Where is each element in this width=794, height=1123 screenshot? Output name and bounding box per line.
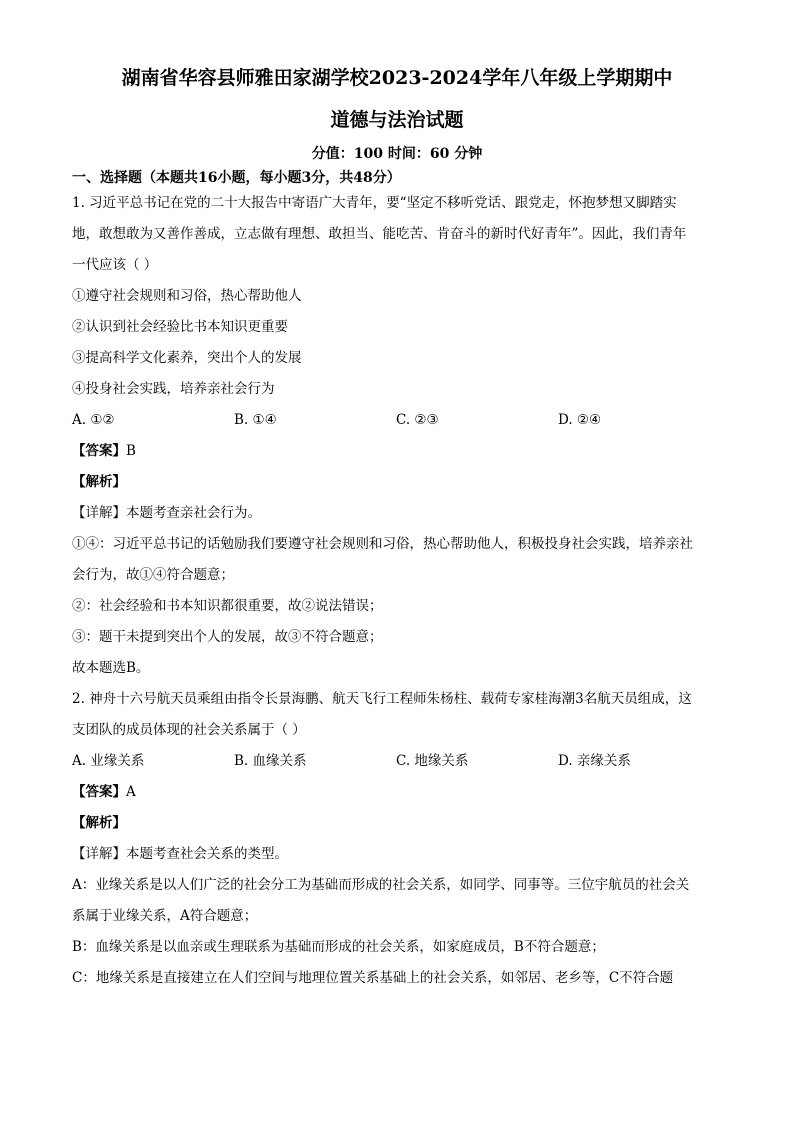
q1-options xyxy=(72,405,722,436)
question-1 xyxy=(72,188,722,684)
q2-answer-tag: 【答案】 xyxy=(72,784,126,800)
q1-answer xyxy=(72,436,722,467)
exam-title-line1: 湖南省华容县师雅田家湖学校2023-2024学年八年级上学期期中 xyxy=(121,67,673,89)
q1-explanation-1-line1: ①④：习近平总书记的话勉励我们要遵守社会规则和习俗，热心帮助他人，积极投身社会实践，培养亲社 xyxy=(72,536,693,552)
q1-conclusion: 故本题选B。 xyxy=(72,660,150,676)
q2-option-d: D. 亲缘关系 xyxy=(558,753,631,769)
q1-stem-line2: 地，敢想敢为又善作善成，立志做有理想、敢担当、能吃苦、肯奋斗的新时代好青年”。因此，我们青年 xyxy=(72,226,687,242)
q2-analysis xyxy=(72,808,722,839)
q2-option-c: C. 地缘关系 xyxy=(396,753,469,769)
q1-option-a: A. ①② xyxy=(72,412,115,428)
q1-stem-line1: 1. 习近平总书记在党的二十大报告中寄语广大青年，要“坚定不移听党话、跟党走，怀抱梦想又脚踏实 xyxy=(72,195,677,211)
q2-explanation-a-line2: 系属于业缘关系，A符合题意； xyxy=(72,908,258,924)
q1-explanation-2: ②：社会经验和书本知识都很重要，故②说法错误； xyxy=(72,598,383,614)
q1-option-c: C. ②③ xyxy=(396,412,439,428)
q2-stem-line1: 2. 神舟十六号航天员乘组由指令长景海鹏、航天飞行工程师朱杨柱、载荷专家桂海潮3名航天员组成，这 xyxy=(72,691,692,707)
q1-analysis xyxy=(72,467,722,498)
q1-explanation-3: ③：题干未提到突出个人的发展，故③不符合题意； xyxy=(72,629,383,645)
q1-answer-tag: 【答案】 xyxy=(72,443,126,459)
q1-option-b: B. ①④ xyxy=(234,412,277,428)
q1-explanation-1-line2: 会行为，故①④符合题意； xyxy=(72,567,234,583)
q1-analysis-tag: 【解析】 xyxy=(72,474,126,490)
q2-option-b: B. 血缘关系 xyxy=(234,753,307,769)
q1-option-d: D. ②④ xyxy=(558,412,602,428)
q2-stem-line2: 支团队的成员体现的社会关系属于（ ） xyxy=(72,722,306,738)
q2-answer-value: A xyxy=(126,784,136,800)
q2-options xyxy=(72,746,722,777)
q2-explanation-c: C：地缘关系是直接建立在人们空间与地理位置关系基础上的社会关系，如邻居、老乡等，C不符合题 xyxy=(72,970,674,986)
q1-statement-3: ③提高科学文化素养，突出个人的发展 xyxy=(72,350,302,366)
q1-statement-4: ④投身社会实践，培养亲社会行为 xyxy=(72,381,275,397)
q1-detail-tag: 【详解】 xyxy=(72,505,126,521)
q1-statement-2: ②认识到社会经验比书本知识更重要 xyxy=(72,319,288,335)
q2-option-a: A. 业缘关系 xyxy=(72,753,145,769)
q1-answer-value: B xyxy=(126,443,136,459)
exam-title-line2: 道德与法治试题 xyxy=(330,109,464,131)
q2-detail-text: 本题考查社会关系的类型。 xyxy=(126,846,288,862)
q1-detail-text: 本题考查亲社会行为。 xyxy=(126,505,261,521)
q2-answer xyxy=(72,777,722,808)
score-time-info: 分值：100 时间：60 分钟 xyxy=(311,146,483,162)
q1-stem-line3: 一代应该（ ） xyxy=(72,257,158,273)
section-heading: 一、选择题（本题共16小题，每小题3分，共48分） xyxy=(72,170,401,186)
q2-analysis-tag: 【解析】 xyxy=(72,815,126,831)
q1-detail xyxy=(72,498,722,529)
q2-explanation-a-line1: A：业缘关系是以人们广泛的社会分工为基础而形成的社会关系，如同学、同事等。三位宇航员的社会关 xyxy=(72,877,690,893)
q2-detail-tag: 【详解】 xyxy=(72,846,126,862)
q2-detail xyxy=(72,839,722,870)
q1-statement-1: ①遵守社会规则和习俗，热心帮助他人 xyxy=(72,288,302,304)
question-2 xyxy=(72,684,722,994)
q2-explanation-b: B：血缘关系是以血亲或生理联系为基础而形成的社会关系，如家庭成员，B不符合题意； xyxy=(72,939,605,955)
